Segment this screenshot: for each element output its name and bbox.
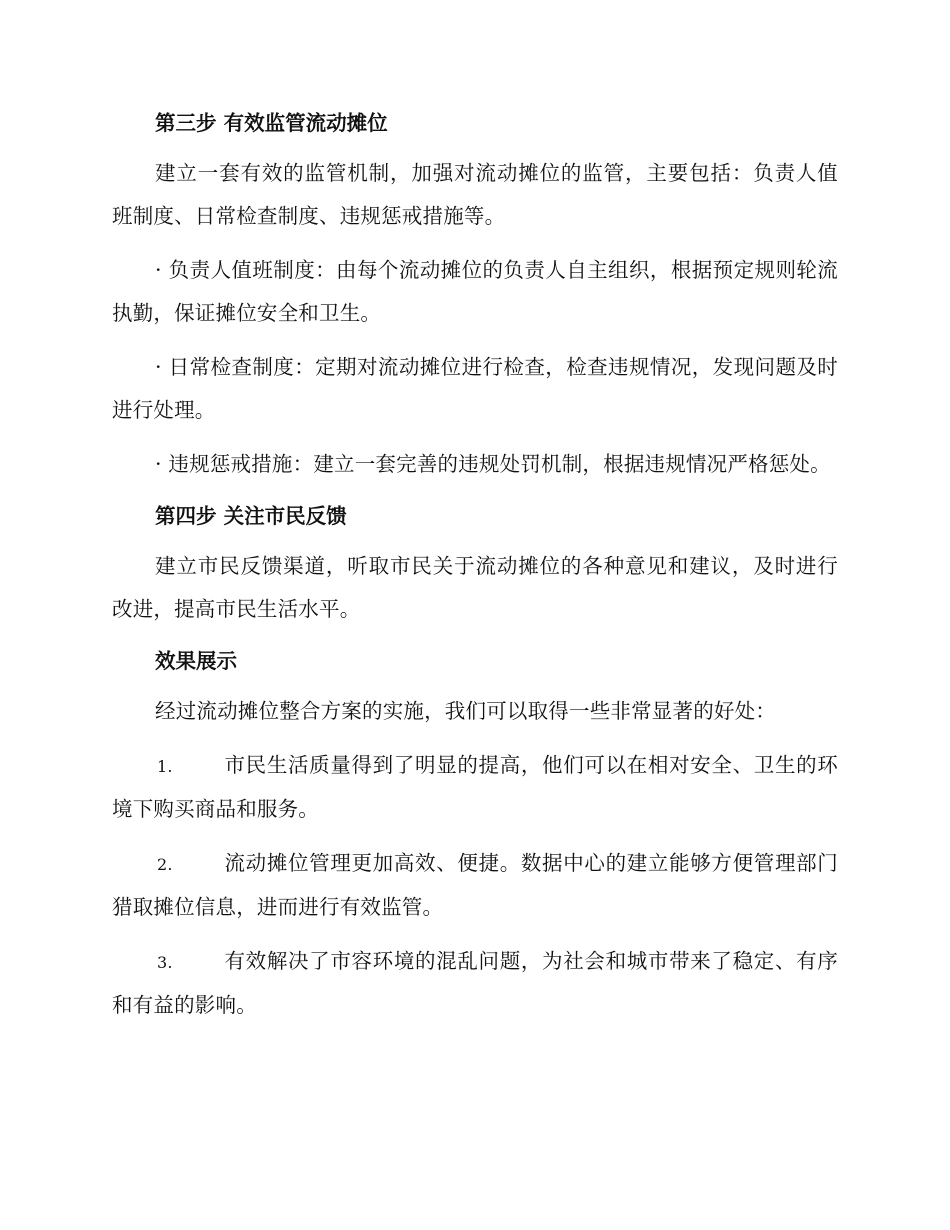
result-text: 有效解决了市容环境的混乱问题，为社会和城市带来了稳定、有序和有益的影响。 xyxy=(112,949,838,1017)
section4-heading: 第四步 关注市民反馈 xyxy=(155,504,347,528)
document-page xyxy=(112,104,838,1038)
result-number: 2. xyxy=(157,855,173,874)
result-item-3 xyxy=(112,940,838,1027)
result-item-1 xyxy=(112,744,838,831)
section3-intro: 建立一套有效的监管机制，加强对流动摊位的监管，主要包括：负责人值班制度、日常检查制度、违规惩戒措施等。 xyxy=(112,161,838,228)
result-number: 3. xyxy=(157,953,173,972)
section3-heading: 第三步 有效监管流动摊位 xyxy=(155,111,388,135)
section4-body: 建立市民反馈渠道，听取市民关于流动摊位的各种意见和建议，及时进行改进，提高市民生活水平。 xyxy=(112,554,838,621)
result-number: 1. xyxy=(157,757,173,776)
bullet-duty-system: · 负责人值班制度：由每个流动摊位的负责人自主组织，根据预定规则轮流执勤，保证摊位安全和卫生。 xyxy=(112,258,838,325)
results-heading: 效果展示 xyxy=(155,649,237,673)
bullet-violation-penalty: · 违规惩戒措施：建立一套完善的违规处罚机制，根据违规情况严格惩处。 xyxy=(155,452,831,476)
result-text: 市民生活质量得到了明显的提高，他们可以在相对安全、卫生的环境下购买商品和服务。 xyxy=(112,753,838,821)
bullet-daily-inspection: · 日常检查制度：定期对流动摊位进行检查，检查违规情况，发现问题及时进行处理。 xyxy=(112,355,838,422)
results-intro: 经过流动摊位整合方案的实施，我们可以取得一些非常显著的好处： xyxy=(155,699,776,723)
result-item-2 xyxy=(112,842,838,929)
result-text: 流动摊位管理更加高效、便捷。数据中心的建立能够方便管理部门猎取摊位信息，进而进行有效监管。 xyxy=(112,851,838,919)
